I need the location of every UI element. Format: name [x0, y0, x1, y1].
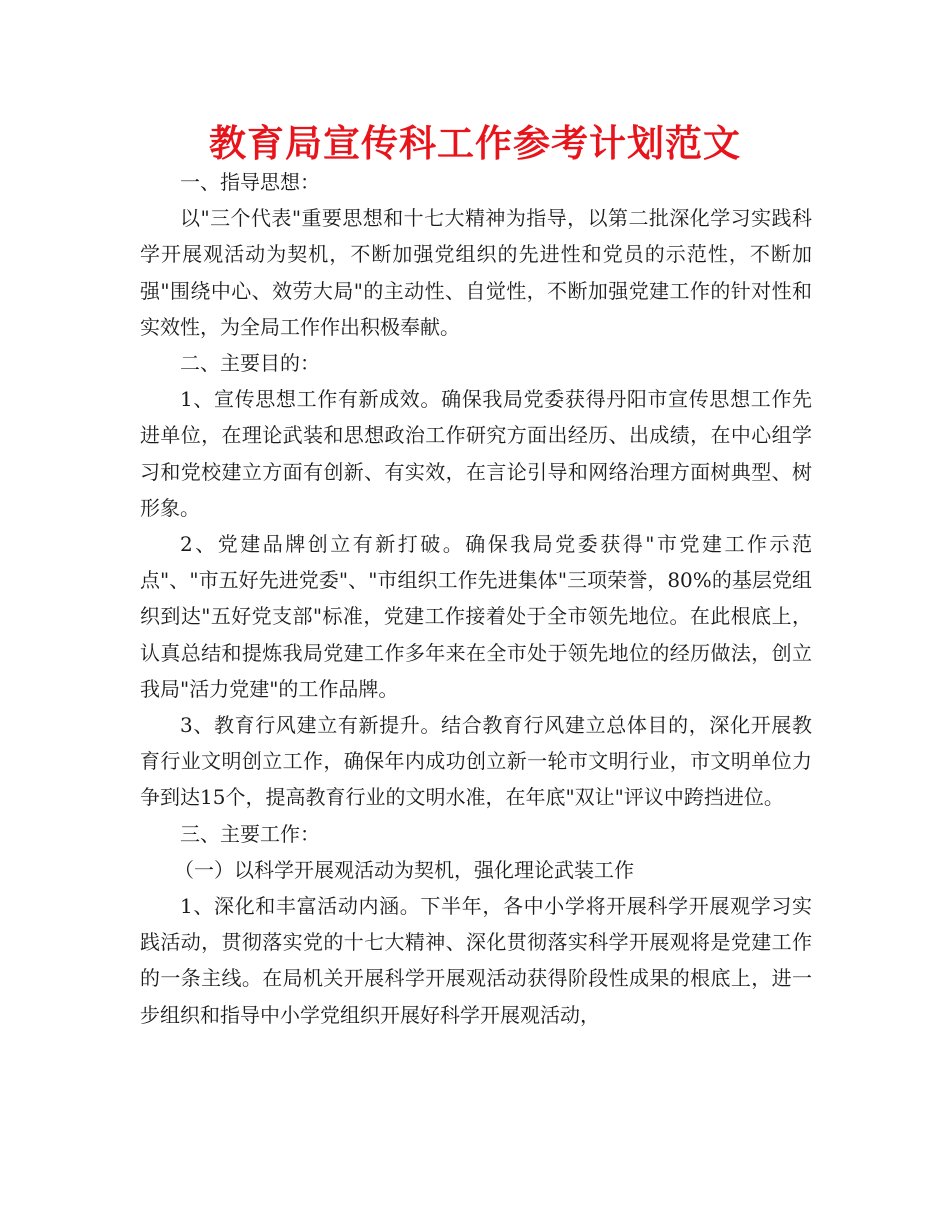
section-heading-main-goals: 二、主要目的：	[180, 351, 320, 376]
paragraph-guiding-ideology: 以"三个代表"重要思想和十七大精神为指导，以第二批深化学习实践科学开展观活动为契机，不断加强党组织的先进性和党员的示范性，不断加强"围绕中心、效劳大局"的主动性、自觉性，不断加强党建工作的针对性和实效性，为全局工作作出积极奉献。	[140, 206, 812, 339]
paragraph-goal-1: 1、宣传思想工作有新成效。确保我局党委获得丹阳市宣传思想工作先进单位，在理论武装和思想政治工作研究方面出经历、出成绩，在中心组学习和党校建立方面有创新、有实效，在言论引导和网络治理方面树典型、树形象。	[140, 387, 812, 520]
subsection-heading-1: （一）以科学开展观活动为契机，强化理论武装工作	[174, 857, 634, 882]
paragraph-goal-3: 3、教育行风建立有新提升。结合教育行风建立总体目的，深化开展教育行业文明创立工作，确保年内成功创立新一轮市文明行业，市文明单位力争到达15个，提高教育行业的文明水准，在年底"双让"评议中跨挡进位。	[140, 713, 812, 810]
paragraph-work-1: 1、深化和丰富活动内涵。下半年，各中小学将开展科学开展观学习实践活动，贯彻落实党的十七大精神、深化贯彻落实科学开展观将是党建工作的一条主线。在局机关开展科学开展观活动获得阶段性成果的根底上，进一步组织和指导中小学党组织开展好科学开展观活动，	[140, 894, 812, 1027]
section-heading-guiding-ideology: 一、指导思想：	[180, 170, 320, 194]
document-title: 教育局宣传科工作参考计划范文	[209, 122, 741, 165]
paragraph-goal-2: 2、党建品牌创立有新打破。确保我局党委获得"市党建工作示范点"、"市五好先进党委"、"市组织工作先进集体"三项荣誉，80%的基层党组织到达"五好党支部"标准，党建工作接着处于全市领先地位。在此根底上，认真总结和提炼我局党建工作多年来在全市处于领先地位的经历做法，创立我局"活力党建"的工作品牌。	[140, 532, 812, 701]
document-body	[140, 164, 812, 1033]
section-heading-main-work: 三、主要工作：	[180, 821, 320, 846]
